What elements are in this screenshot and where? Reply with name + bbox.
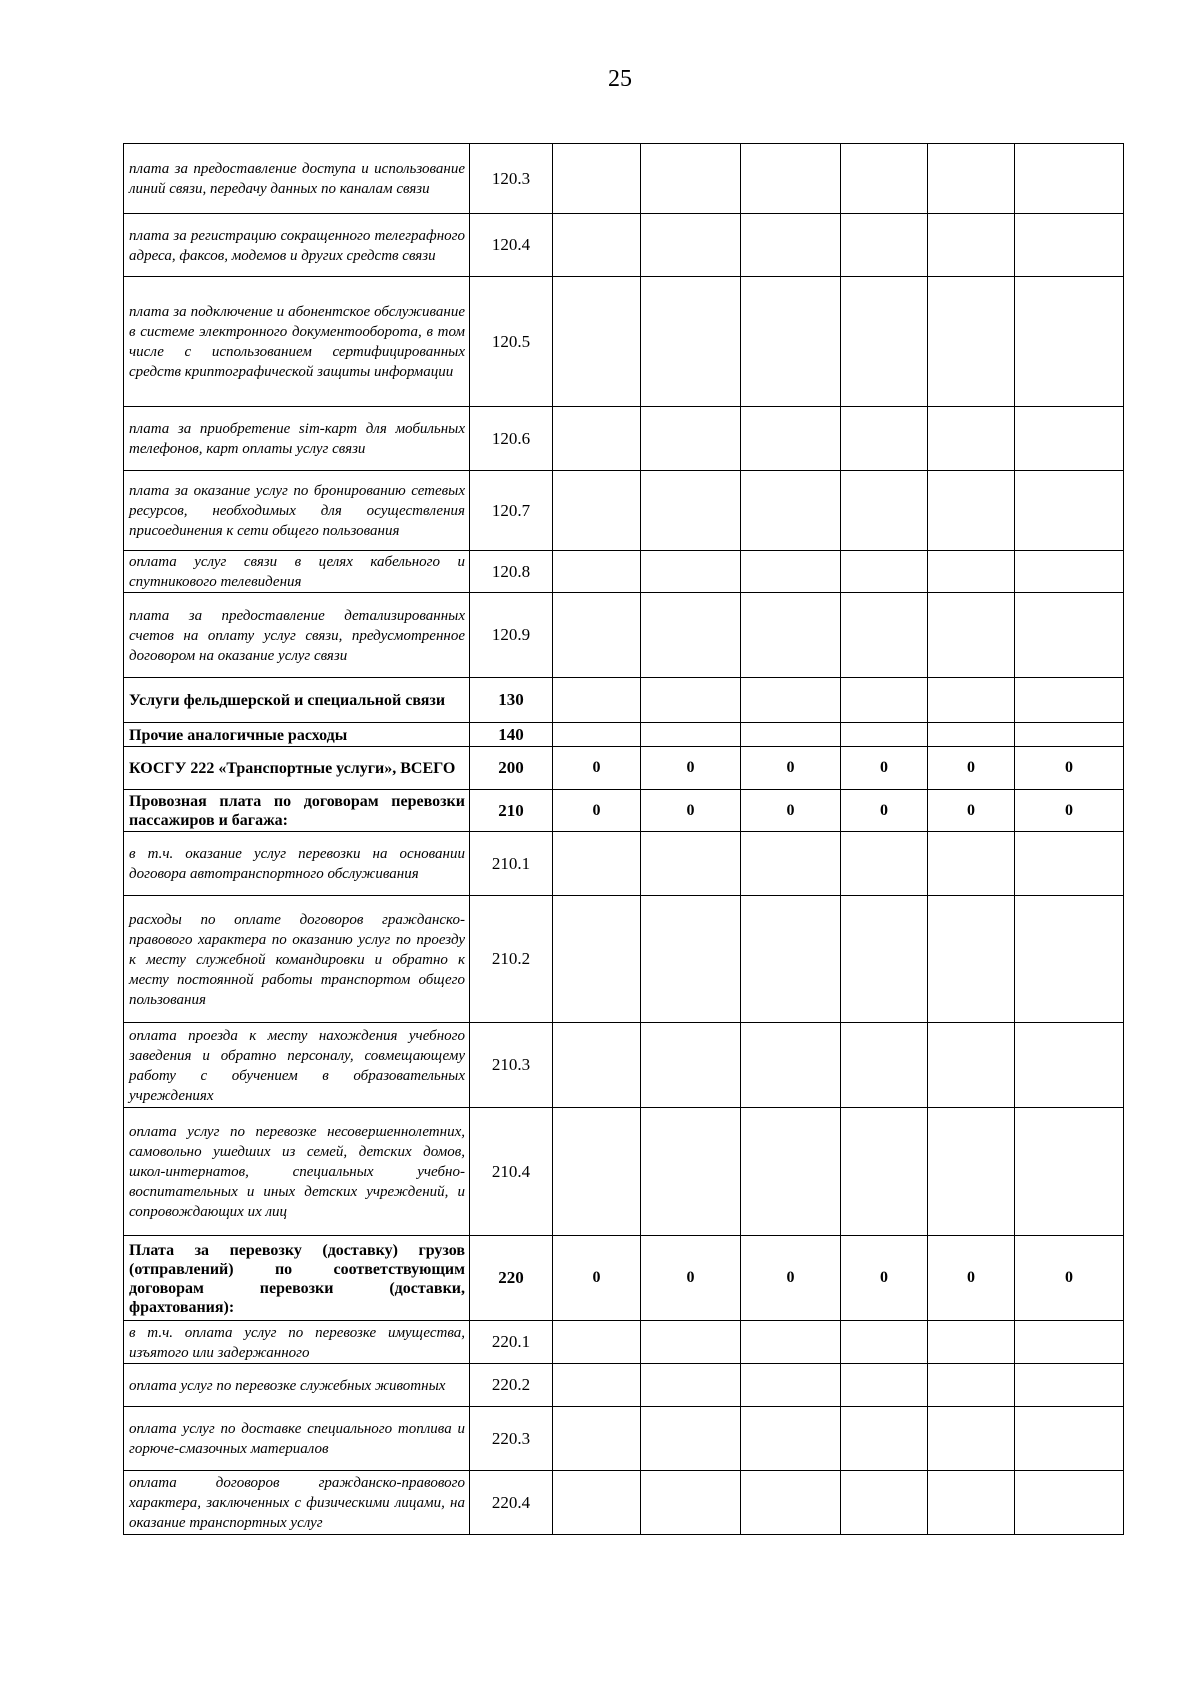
value-cell: 0 <box>1015 747 1124 790</box>
row-code: 210.2 <box>470 896 553 1023</box>
value-cell <box>928 1321 1015 1364</box>
value-cell <box>928 1364 1015 1407</box>
row-code: 210.3 <box>470 1023 553 1108</box>
table-row <box>124 1364 1124 1407</box>
value-cell <box>553 896 641 1023</box>
table-row <box>124 471 1124 551</box>
value-cell: 0 <box>841 790 928 832</box>
table-row <box>124 1321 1124 1364</box>
value-cell <box>641 1471 741 1535</box>
value-cell <box>553 407 641 471</box>
value-cell <box>841 1407 928 1471</box>
value-cell <box>741 896 841 1023</box>
row-code: 210 <box>470 790 553 832</box>
row-code: 210.1 <box>470 832 553 896</box>
value-cell <box>928 214 1015 277</box>
table-row <box>124 723 1124 747</box>
row-code: 220.3 <box>470 1407 553 1471</box>
row-code: 120.3 <box>470 144 553 214</box>
value-cell <box>1015 678 1124 723</box>
value-cell <box>741 407 841 471</box>
value-cell <box>928 896 1015 1023</box>
value-cell <box>741 551 841 593</box>
value-cell <box>741 1407 841 1471</box>
table-row <box>124 832 1124 896</box>
value-cell <box>841 723 928 747</box>
row-code: 220.2 <box>470 1364 553 1407</box>
value-cell <box>641 277 741 407</box>
value-cell <box>641 551 741 593</box>
value-cell <box>1015 832 1124 896</box>
value-cell <box>1015 1321 1124 1364</box>
value-cell <box>641 593 741 678</box>
expense-table <box>123 143 1124 1535</box>
value-cell: 0 <box>553 790 641 832</box>
value-cell <box>928 407 1015 471</box>
value-cell: 0 <box>553 1236 641 1321</box>
value-cell <box>1015 896 1124 1023</box>
value-cell <box>641 896 741 1023</box>
value-cell <box>641 144 741 214</box>
value-cell <box>641 1321 741 1364</box>
value-cell <box>1015 1023 1124 1108</box>
row-description: оплата проезда к месту нахождения учебного заведения и обратно персоналу, совмещающему работу с обучением в образовательных учреждениях <box>124 1023 470 1108</box>
row-description: оплата услуг по доставке специального топлива и горюче-смазочных материалов <box>124 1407 470 1471</box>
value-cell <box>841 1364 928 1407</box>
value-cell <box>553 1108 641 1236</box>
row-description: Провозная плата по договорам перевозки пассажиров и багажа: <box>124 790 470 832</box>
row-description: оплата услуг связи в целях кабельного и спутникового телевидения <box>124 551 470 593</box>
value-cell <box>1015 407 1124 471</box>
value-cell <box>841 214 928 277</box>
row-description: плата за предоставление детализированных счетов на оплату услуг связи, предусмотренное договором на оказание услуг связи <box>124 593 470 678</box>
value-cell <box>1015 1471 1124 1535</box>
table-row <box>124 277 1124 407</box>
value-cell <box>841 1023 928 1108</box>
row-description: Услуги фельдшерской и специальной связи <box>124 678 470 723</box>
value-cell <box>741 1321 841 1364</box>
row-code: 220.1 <box>470 1321 553 1364</box>
table-row <box>124 896 1124 1023</box>
value-cell <box>553 277 641 407</box>
row-code: 120.8 <box>470 551 553 593</box>
value-cell <box>641 471 741 551</box>
value-cell <box>553 593 641 678</box>
table-row <box>124 1108 1124 1236</box>
value-cell <box>553 723 641 747</box>
value-cell <box>641 1108 741 1236</box>
value-cell <box>1015 144 1124 214</box>
value-cell <box>553 471 641 551</box>
value-cell <box>928 277 1015 407</box>
value-cell <box>841 896 928 1023</box>
table-row <box>124 593 1124 678</box>
value-cell <box>553 144 641 214</box>
value-cell <box>641 214 741 277</box>
row-code: 140 <box>470 723 553 747</box>
row-description: оплата услуг по перевозке несовершеннолетних, самовольно ушедших из семей, детских домов, школ-интернатов, специальных учебно-воспитательных и иных детских учреждений, и сопровождающих их лиц <box>124 1108 470 1236</box>
row-description: в т.ч. оказание услуг перевозки на основании договора автотранспортного обслуживания <box>124 832 470 896</box>
row-code: 120.5 <box>470 277 553 407</box>
row-description: оплата договоров гражданско-правового характера, заключенных с физическими лицами, на оказание транспортных услуг <box>124 1471 470 1535</box>
value-cell <box>641 678 741 723</box>
value-cell <box>741 1023 841 1108</box>
value-cell <box>841 678 928 723</box>
table-row <box>124 551 1124 593</box>
table-row <box>124 747 1124 790</box>
value-cell <box>1015 471 1124 551</box>
row-description: плата за подключение и абонентское обслуживание в системе электронного документооборота, в том числе с использованием сертифицированных средств криптографической защиты информации <box>124 277 470 407</box>
value-cell <box>841 593 928 678</box>
table-row <box>124 1471 1124 1535</box>
value-cell <box>553 1364 641 1407</box>
row-description: плата за предоставление доступа и использование линий связи, передачу данных по каналам связи <box>124 144 470 214</box>
value-cell <box>553 832 641 896</box>
value-cell <box>928 678 1015 723</box>
value-cell: 0 <box>1015 1236 1124 1321</box>
value-cell <box>928 1471 1015 1535</box>
value-cell <box>928 832 1015 896</box>
row-description: оплата услуг по перевозке служебных животных <box>124 1364 470 1407</box>
value-cell: 0 <box>641 790 741 832</box>
value-cell <box>1015 551 1124 593</box>
value-cell <box>928 144 1015 214</box>
row-description: плата за регистрацию сокращенного телеграфного адреса, факсов, модемов и других средств связи <box>124 214 470 277</box>
row-description: КОСГУ 222 «Транспортные услуги», ВСЕГО <box>124 747 470 790</box>
value-cell <box>641 1364 741 1407</box>
value-cell <box>841 277 928 407</box>
value-cell <box>741 1471 841 1535</box>
value-cell <box>928 1023 1015 1108</box>
row-description: Прочие аналогичные расходы <box>124 723 470 747</box>
value-cell <box>841 407 928 471</box>
value-cell <box>1015 1108 1124 1236</box>
value-cell <box>928 723 1015 747</box>
value-cell <box>741 471 841 551</box>
value-cell <box>928 471 1015 551</box>
value-cell <box>553 214 641 277</box>
value-cell <box>741 277 841 407</box>
value-cell: 0 <box>841 747 928 790</box>
value-cell <box>741 723 841 747</box>
value-cell: 0 <box>928 1236 1015 1321</box>
value-cell <box>641 407 741 471</box>
row-description: расходы по оплате договоров гражданско-правового характера по оказанию услуг по проезду к месту служебной командировки и обратно к месту постоянной работы транспортом общего пользования <box>124 896 470 1023</box>
value-cell <box>741 214 841 277</box>
row-description: плата за оказание услуг по бронированию сетевых ресурсов, необходимых для осуществления присоединения к сети общего пользования <box>124 471 470 551</box>
value-cell <box>928 593 1015 678</box>
value-cell <box>841 1471 928 1535</box>
value-cell <box>841 1321 928 1364</box>
table-row <box>124 678 1124 723</box>
value-cell <box>1015 277 1124 407</box>
value-cell <box>1015 1407 1124 1471</box>
value-cell <box>553 1023 641 1108</box>
value-cell: 0 <box>741 790 841 832</box>
value-cell: 0 <box>928 790 1015 832</box>
value-cell <box>553 1321 641 1364</box>
value-cell <box>928 1407 1015 1471</box>
value-cell <box>928 551 1015 593</box>
value-cell: 0 <box>1015 790 1124 832</box>
row-code: 210.4 <box>470 1108 553 1236</box>
value-cell: 0 <box>641 747 741 790</box>
value-cell <box>553 551 641 593</box>
value-cell <box>1015 723 1124 747</box>
table-row <box>124 1407 1124 1471</box>
value-cell <box>641 1407 741 1471</box>
value-cell <box>741 1364 841 1407</box>
value-cell <box>741 144 841 214</box>
table-row <box>124 1236 1124 1321</box>
row-code: 120.4 <box>470 214 553 277</box>
row-code: 220 <box>470 1236 553 1321</box>
value-cell: 0 <box>741 1236 841 1321</box>
value-cell <box>841 144 928 214</box>
row-description: Плата за перевозку (доставку) грузов (отправлений) по соответствующим договорам перевозки (доставки, фрахтования): <box>124 1236 470 1321</box>
table-body <box>124 144 1124 1535</box>
value-cell <box>841 832 928 896</box>
value-cell <box>553 678 641 723</box>
value-cell: 0 <box>641 1236 741 1321</box>
table-row <box>124 214 1124 277</box>
value-cell: 0 <box>928 747 1015 790</box>
table-row <box>124 407 1124 471</box>
value-cell <box>641 723 741 747</box>
value-cell <box>1015 1364 1124 1407</box>
value-cell: 0 <box>741 747 841 790</box>
value-cell <box>741 678 841 723</box>
row-code: 220.4 <box>470 1471 553 1535</box>
value-cell: 0 <box>553 747 641 790</box>
row-description: плата за приобретение sim-карт для мобильных телефонов, карт оплаты услуг связи <box>124 407 470 471</box>
row-code: 130 <box>470 678 553 723</box>
value-cell <box>841 471 928 551</box>
value-cell <box>841 1108 928 1236</box>
value-cell <box>641 832 741 896</box>
row-code: 200 <box>470 747 553 790</box>
value-cell <box>553 1471 641 1535</box>
value-cell: 0 <box>841 1236 928 1321</box>
row-code: 120.6 <box>470 407 553 471</box>
value-cell <box>841 551 928 593</box>
row-description: в т.ч. оплата услуг по перевозке имущества, изъятого или задержанного <box>124 1321 470 1364</box>
page-number: 25 <box>608 66 632 92</box>
table-row <box>124 1023 1124 1108</box>
value-cell <box>741 593 841 678</box>
table-row <box>124 790 1124 832</box>
value-cell <box>741 1108 841 1236</box>
table-row <box>124 144 1124 214</box>
value-cell <box>1015 593 1124 678</box>
value-cell <box>741 832 841 896</box>
value-cell <box>928 1108 1015 1236</box>
row-code: 120.7 <box>470 471 553 551</box>
value-cell <box>1015 214 1124 277</box>
row-code: 120.9 <box>470 593 553 678</box>
value-cell <box>553 1407 641 1471</box>
value-cell <box>641 1023 741 1108</box>
